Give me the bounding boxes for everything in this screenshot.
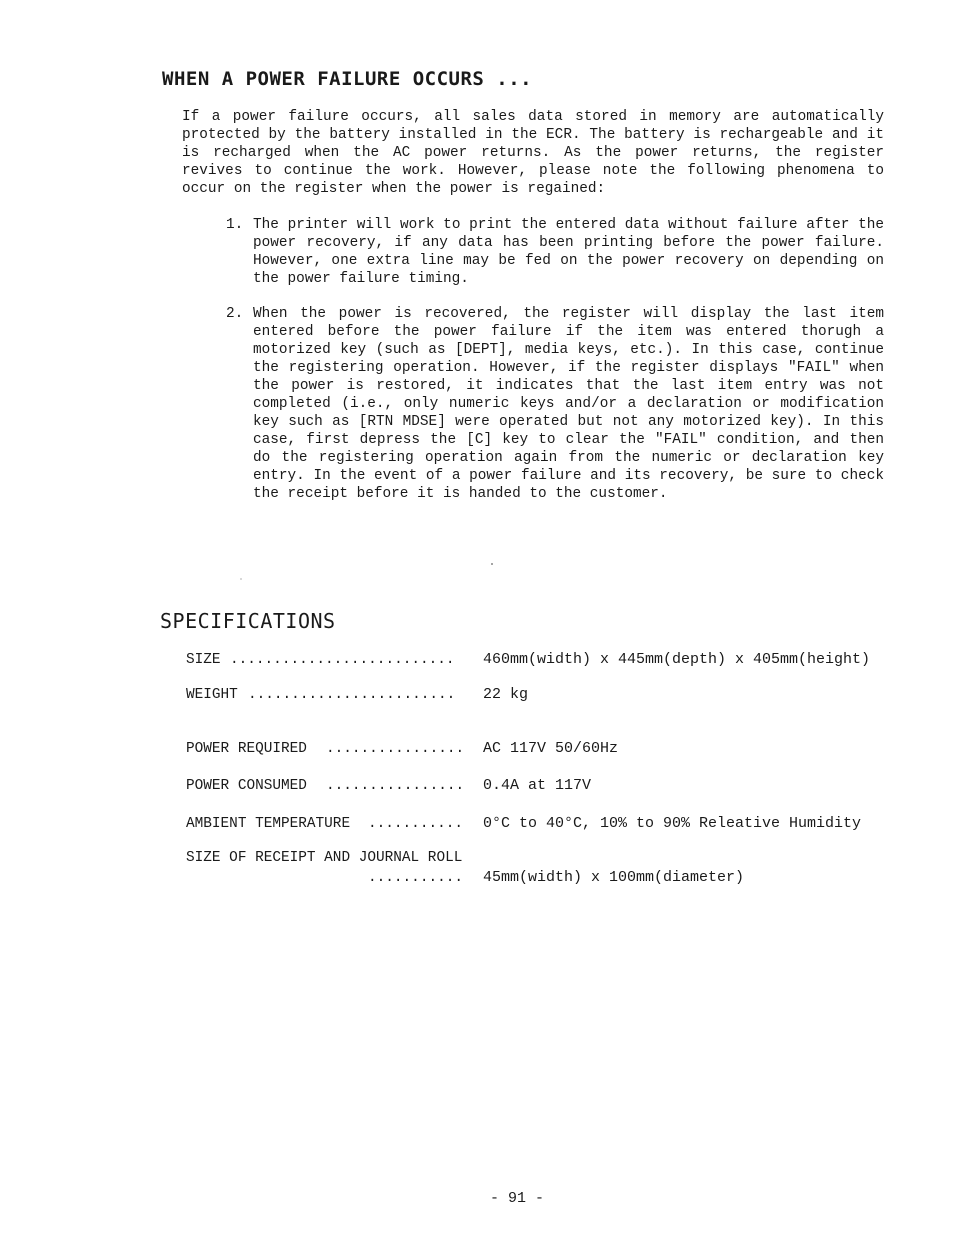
spec-leader-dots: ........................: [248, 687, 456, 703]
power-failure-heading: WHEN A POWER FAILURE OCCURS ...: [162, 68, 533, 90]
spec-leader-dots: ...........: [368, 870, 463, 886]
list-item-text: The printer will work to print the entered data without failure after the power recovery, if any data has been printing before the power failure. However, one extra line may be fed on the power recovery on depending on the power failure timing.: [253, 217, 884, 287]
list-item: [226, 305, 884, 525]
spec-leader-dots: ..........................: [230, 652, 455, 668]
list-item-text: When the power is recovered, the register will display the last item entered before the power failure if the item was entered thorugh a motorized key (such as [DEPT], media keys, etc.). In this case, continue the registering operation. However, if the register displays "FAIL" when the power is restored, it indicates that the last item entry was not completed (i.e., only numeric keys and/or a declaration or modification key such as [RTN MDSE] were operated but not any motorized key). In this case, first depress the [C] key to clear the "FAIL" condition, and then do the registering operation again from the numeric or declaration key entry. In the event of a power failure and its recovery, be sure to check the receipt before it is handed to the customer.: [253, 306, 884, 502]
spec-value: AC 117V 50/60Hz: [483, 740, 619, 757]
spec-label: POWER CONSUMED: [186, 778, 307, 794]
spec-value: 22 kg: [483, 686, 529, 703]
scan-speck: [491, 563, 493, 565]
spec-leader-dots: ................: [326, 778, 465, 794]
spec-value: 45mm(width) x 100mm(diameter): [483, 869, 745, 886]
spec-label: SIZE: [186, 652, 221, 668]
spec-label: POWER REQUIRED: [186, 741, 307, 757]
spec-value: 0.4A at 117V: [483, 777, 592, 794]
spec-value: 0°C to 40°C, 10% to 90% Releative Humidity: [483, 815, 862, 832]
power-failure-intro: If a power failure occurs, all sales data stored in memory are automatically protected by the battery installed in the ECR. The battery is rechargeable and it is recharged when the AC power returns. As the power returns, the register revives to continue the work. However, please note the following phenomena to occur on the register when the power is regained:: [182, 109, 884, 197]
spec-leader-dots: ................: [326, 741, 465, 757]
specifications-heading: SPECIFICATIONS: [160, 609, 336, 633]
list-item: [226, 216, 884, 292]
spec-label: WEIGHT: [186, 687, 238, 703]
list-item-number: 1.: [226, 217, 244, 233]
spec-label: SIZE OF RECEIPT AND JOURNAL ROLL: [186, 850, 463, 866]
spec-label: AMBIENT TEMPERATURE: [186, 816, 351, 832]
spec-value: 460mm(width) x 445mm(depth) x 405mm(height): [483, 651, 871, 668]
spec-leader-dots: ...........: [368, 816, 463, 832]
scan-speck: [240, 578, 242, 580]
page-number: - 91 -: [490, 1190, 545, 1207]
list-item-number: 2.: [226, 306, 244, 322]
